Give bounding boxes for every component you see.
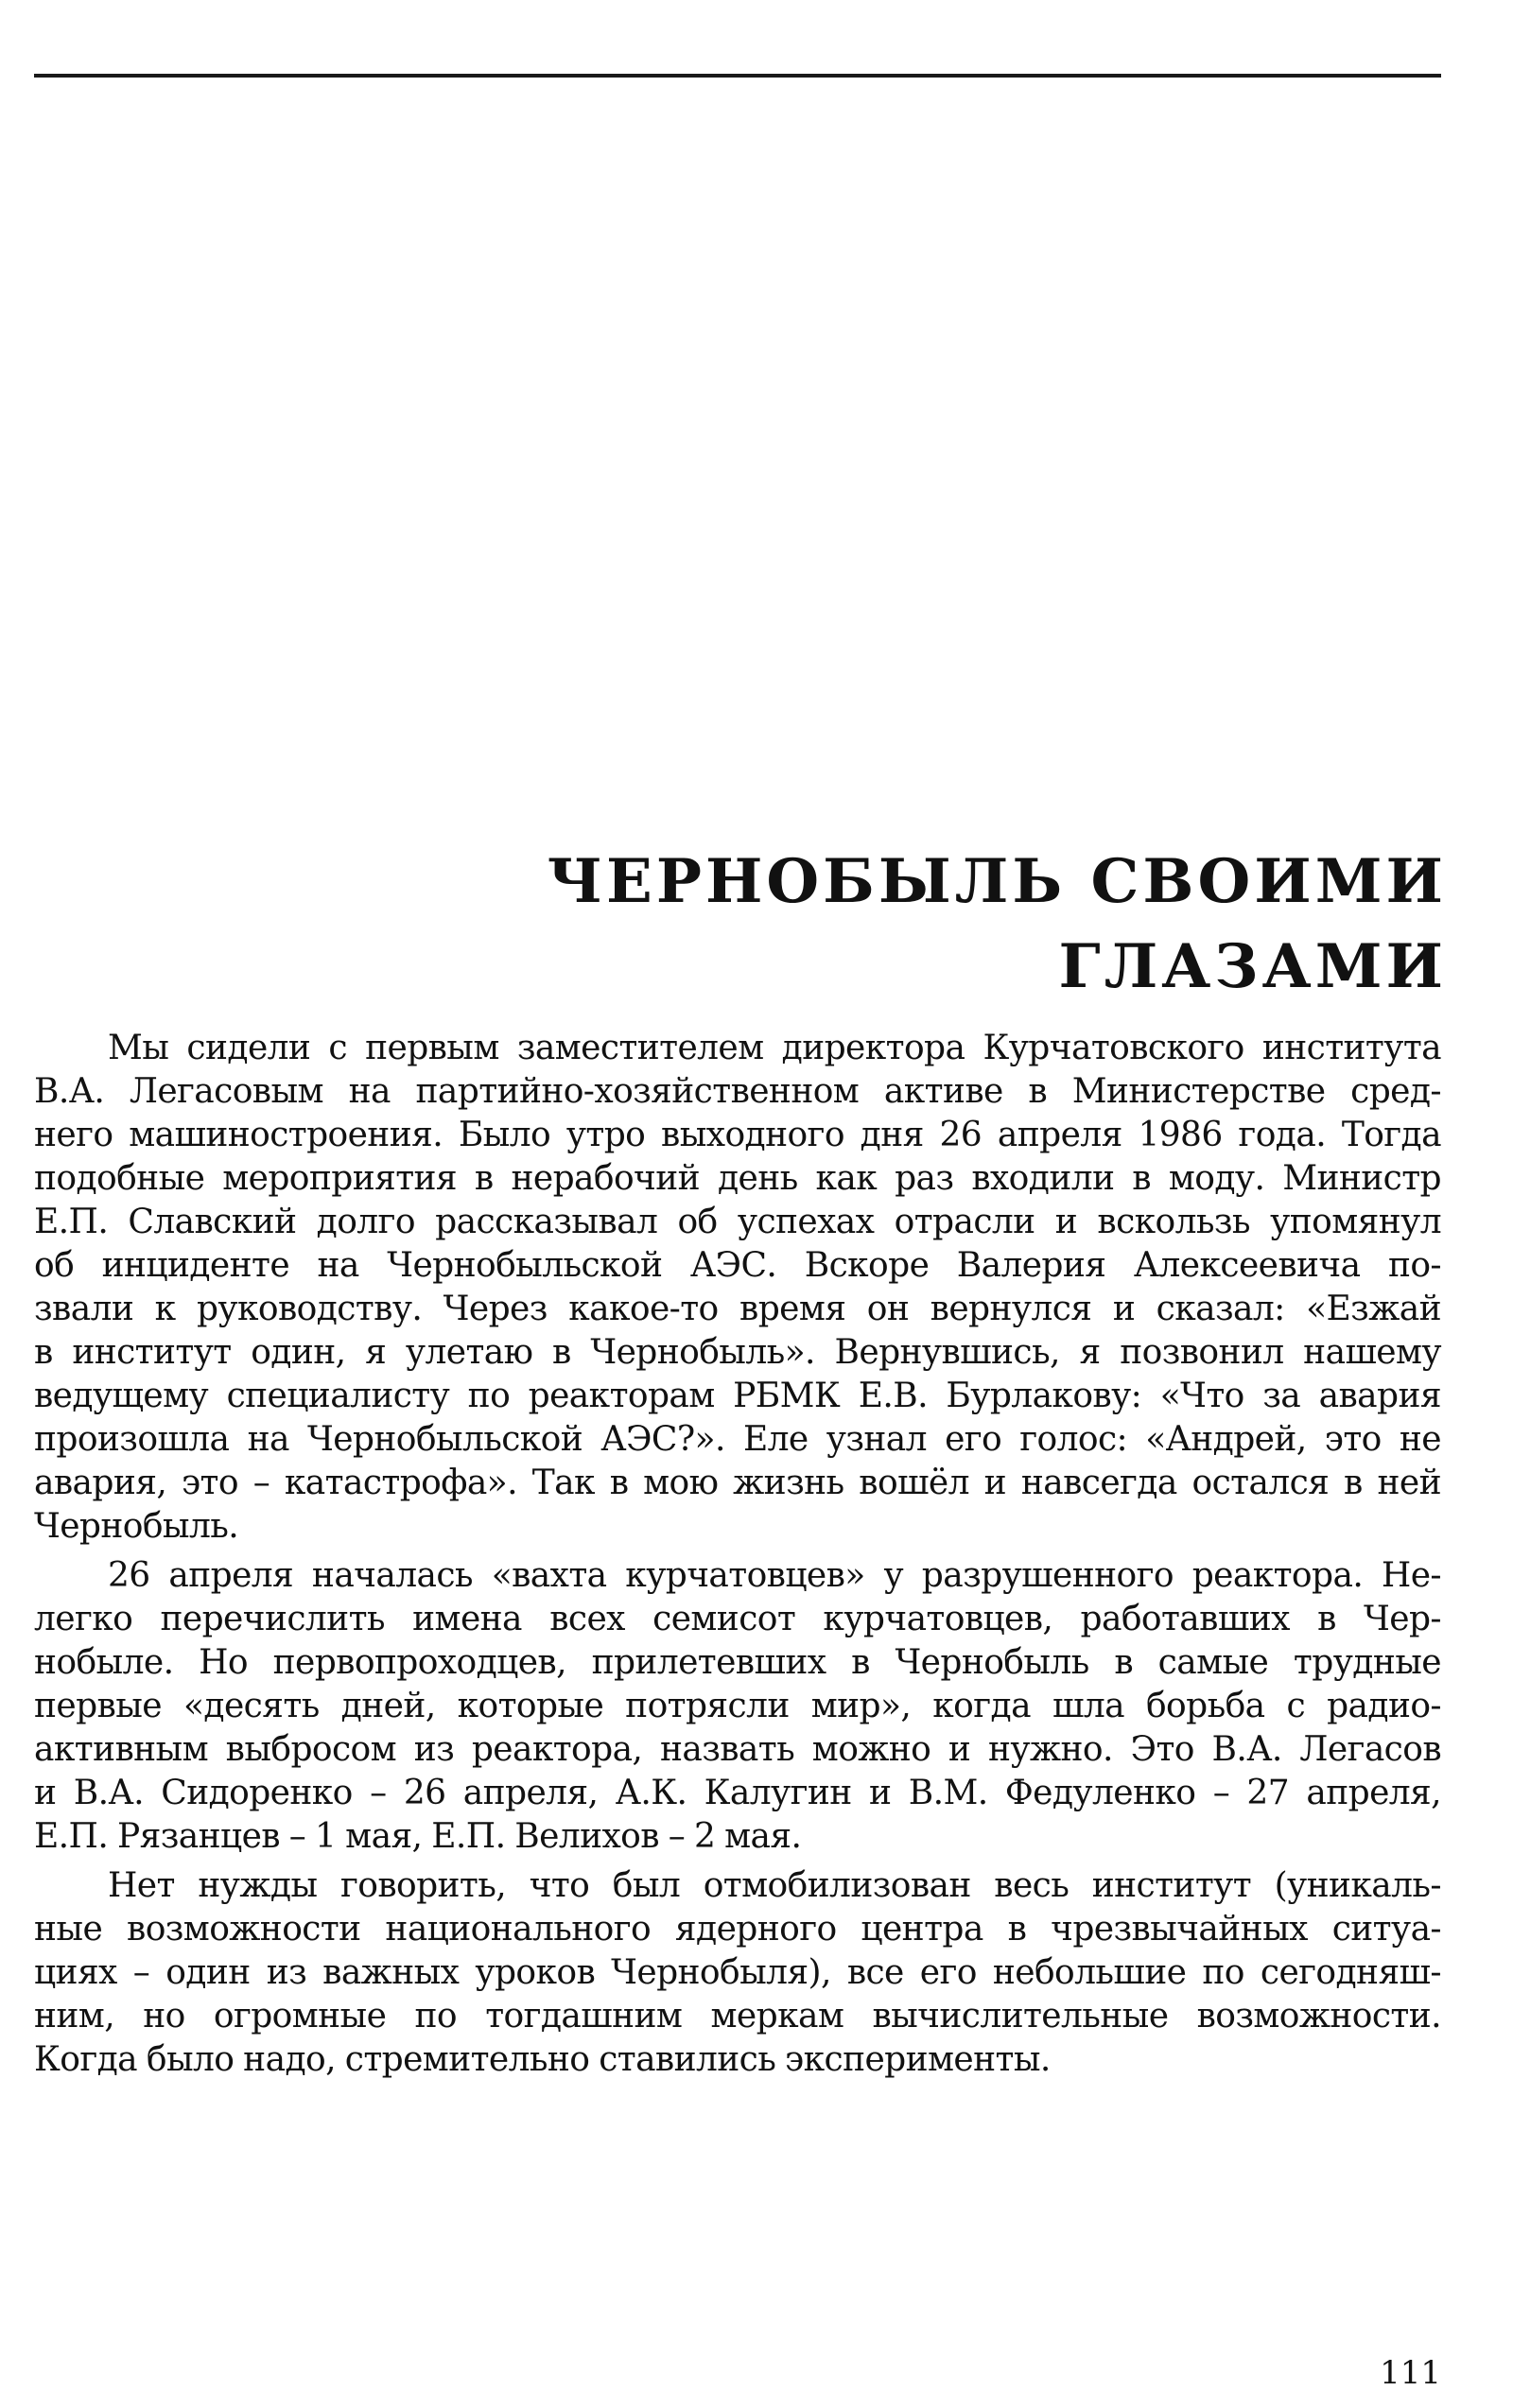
body-text [34,1027,1441,2088]
paragraph-2 [34,1554,1441,1859]
page-number: 111 [1380,2354,1441,2392]
top-rule [34,74,1441,78]
text-line: Нет нужды говорить, что был отмобилизован весь институт (уникаль- [108,1866,1441,1905]
text-line: подобные мероприятия в нерабочий день как раз входили в моду. Министр [34,1159,1441,1198]
text-line: об инциденте на Чернобыльской АЭС. Вскоре Валерия Алексеевича по- [34,1246,1441,1285]
text-line: циях – один из важных уроков Чернобыля), все его небольшие по сегодняш- [34,1953,1441,1992]
text-line: первые «десять дней, которые потрясли мир», когда шла борьба с радио- [34,1687,1441,1725]
text-line: ним, но огромные по тогдашним меркам вычислительные возможности. [34,1997,1441,2036]
text-line: него машиностроения. Было утро выходного дня 26 апреля 1986 года. Тогда [34,1116,1441,1154]
text-line: легко перечислить имена всех семисот курчатовцев, работавших в Чер- [34,1600,1441,1638]
text-line: Когда было надо, стремительно ставились эксперименты. [34,2040,1051,2079]
text-line: ведущему специалисту по реакторам РБМК Е.В. Бурлакову: «Что за авария [34,1377,1441,1415]
text-line: Чернобыль. [34,1507,239,1546]
text-line: В.А. Легасовым на партийно-хозяйственном активе в Министерстве сред- [34,1072,1441,1111]
text-line: ные возможности национального ядерного центра в чрезвычайных ситуа- [34,1910,1441,1949]
text-line: активным выбросом из реактора, назвать можно и нужно. Это В.А. Легасов [34,1730,1441,1769]
paragraph-3 [34,1864,1441,2082]
text-line: 26 апреля началась «вахта курчатовцев» у разрушенного реактора. Не- [108,1556,1441,1595]
chapter-title: ЧЕРНОБЫЛЬ СВОИМИ ГЛАЗАМИ [547,846,1447,1002]
text-line: звали к руководству. Через какое-то время он вернулся и сказал: «Езжай [34,1290,1441,1328]
text-line: нобыле. Но первопроходцев, прилетевших в Чернобыль в самые трудные [34,1643,1441,1682]
text-line: Е.П. Рязанцев – 1 мая, Е.П. Велихов – 2 мая. [34,1817,802,1856]
text-line: произошла на Чернобыльской АЭС?». Еле узнал его голос: «Андрей, это не [34,1420,1441,1459]
text-line: в институт один, я улетаю в Чернобыль». Вернувшись, я позвонил нашему [34,1333,1441,1372]
paragraph-1 [34,1027,1441,1549]
text-line: Е.П. Славский долго рассказывал об успехах отрасли и вскользь упомянул [34,1203,1441,1241]
text-line: авария, это – катастрофа». Так в мою жизнь вошёл и навсегда остался в ней [34,1464,1441,1502]
text-line: Мы сидели с первым заместителем директора Курчатовского института [108,1029,1441,1067]
text-line: и В.А. Сидоренко – 26 апреля, А.К. Калугин и В.М. Федуленко – 27 апреля, [34,1774,1441,1812]
